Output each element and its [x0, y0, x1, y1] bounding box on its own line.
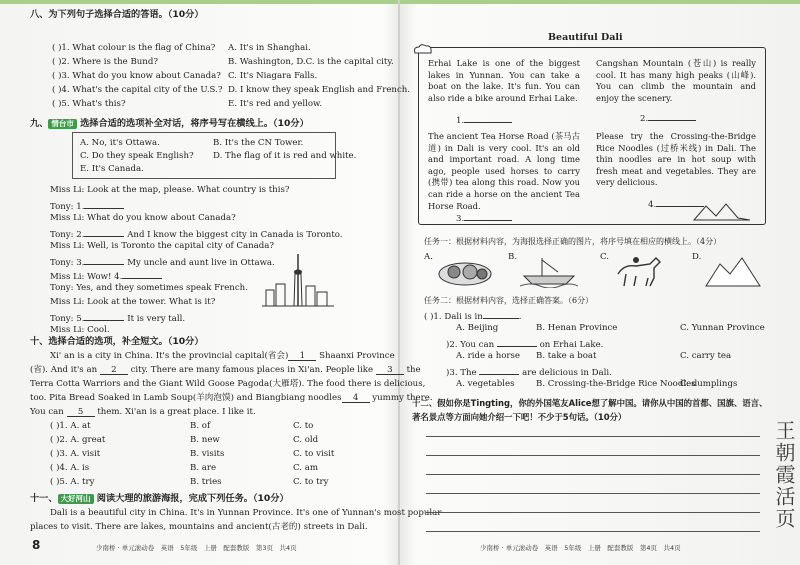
answer-blank[interactable]: 2 [100, 365, 128, 375]
sec10-q3-b: B. visits [190, 449, 225, 459]
writing-line[interactable] [426, 436, 760, 437]
sec10-q2-b: B. new [190, 435, 220, 445]
sec10-q3: ( )3. A. visit [50, 449, 101, 459]
sec9-opt-b: B. It's the CN Tower. [213, 138, 304, 148]
sec9-opt-d: D. The flag of it is red and white. [213, 151, 357, 161]
answer-blank[interactable]: 4 [342, 393, 370, 403]
answer-blank[interactable] [84, 227, 124, 237]
page-number-left: 8 [32, 538, 41, 552]
answer-blank[interactable]: 3 [376, 365, 404, 375]
sec8-b: B. Washington, D.C. is the capital city. [228, 57, 394, 67]
dialog-line-7: Miss Li: Wow! 4. [50, 269, 162, 283]
mc2-b: B. take a boat [536, 351, 597, 361]
sec8-q3: ( )3. What do you know about Canada? [52, 71, 221, 81]
dialog-line-4: Tony: 2. And I know the biggest city in Canada is Toronto. [50, 227, 343, 241]
mc2-stem: )2. You can on Erhai Lake. [446, 337, 603, 351]
cn-tower-illustration [262, 252, 334, 308]
blank-2: 2. [640, 111, 696, 125]
sec10-q1-c: C. to [293, 421, 314, 431]
task2-title: 任务二：根据材料内容，选择正确答案。（6分） [424, 296, 594, 305]
sec10-q4-c: C. am [293, 463, 319, 473]
footer-left: 少南桥 · 单元滚动卷 英语 5年级 上册 配套教版 第3页 共4页 [96, 544, 297, 552]
horse-picture [610, 252, 668, 288]
dialog-line-9: Miss Li: Look at the tower. What is it? [50, 297, 216, 307]
task1-title: 任务一：根据材料内容，为海报选择正确的图片，将序号填在相应的横线上。（4分） [424, 237, 722, 246]
answer-blank[interactable] [497, 337, 537, 347]
pic-label-d: D. [692, 252, 702, 262]
mc3-b: B. Crossing-the-Bridge Rice Noodles [536, 379, 696, 389]
sec12-line-1: 十二、假如你是Tingting，你的外国笔友Alice想了解中国。请你从中国的首都、国旗、语言、 [412, 398, 768, 408]
dialog-line-5: Miss Li: Well, is Toronto the capital city of Canada? [50, 241, 274, 251]
noodles-text: Please try the Crossing-the-Bridge Rice Noodles (过桥米线) in Dali. The thin noodles are in hot soup with fresh meat and vegetables. They are very delicious. [596, 131, 756, 188]
dialog-line-2: Tony: 1. [50, 199, 124, 213]
sec8-a: A. It's in Shanghai. [228, 43, 311, 53]
sec8-d: D. I know they speak English and French. [228, 85, 411, 95]
sec11-para-1: Dali is a beautiful city in China. It's in Yunnan Province. It's one of Yunnan's most popular [50, 508, 442, 518]
mc3-c: C. dumplings [680, 379, 738, 389]
writing-line[interactable] [426, 531, 760, 532]
noodles-picture [436, 252, 494, 288]
sec11-para-2: places to visit. There are lakes, mountains and ancient(古老的) streets in Dali. [30, 522, 368, 532]
sec10-line-4: too. Pita Bread Soaked in Lamb Soup(羊肉泡馍) and Biangbiang noodles 4 yummy there. [30, 393, 433, 403]
sec10-q3-c: C. to visit [293, 449, 335, 459]
sec10-q1-b: B. of [190, 421, 211, 431]
sec10-line-5: You can 5 them. Xi'an is a great place. I like it. [30, 407, 256, 417]
sec12-line-2: 著名景点等方面向她介绍一下吧！不少于5句话。（10分） [412, 412, 627, 422]
answer-blank[interactable] [84, 199, 124, 209]
boat-picture [520, 252, 578, 288]
pic-label-c: C. [600, 252, 610, 262]
writing-line[interactable] [426, 512, 760, 513]
mc1-c: C. Yunnan Province [680, 323, 765, 333]
dialog-line-6: Tony: 3. My uncle and aunt live in Ottawa. [50, 255, 275, 269]
sec11-tag: 大好河山 [58, 494, 94, 504]
footer-right: 少南桥 · 单元滚动卷 英语 5年级 上册 配套教版 第4页 共4页 [480, 544, 681, 552]
answer-blank[interactable] [648, 111, 696, 121]
sec10-line-2: (省). And it's an 2 city. There are many famous places in Xi'an. People like 3 the [30, 365, 421, 375]
mountain-picture [704, 252, 762, 288]
sec10-title: 十、选择合适的选项，补全短文。（10分） [30, 336, 204, 347]
mc1-stem: ( )1. Dali is in . [424, 309, 522, 323]
dialog-line-8: Tony: Yes, and they sometimes speak French. [50, 283, 248, 293]
mc2-a: A. ride a horse [456, 351, 521, 361]
blank-4: 4. [648, 197, 704, 211]
road-text: The ancient Tea Horse Road (茶马古道) in Dali is very cool. It's an old and important road. A long time ago, people used horses to carry (携带) tea along this road. Now you can ride a horse on the ancient Tea Horse Road. [428, 131, 580, 211]
blank-3: 3. [456, 211, 512, 225]
blank-1: 1. [456, 113, 512, 127]
sec10-q4-b: B. are [190, 463, 217, 473]
dialog-line-10: Tony: 5. It is very tall. [50, 311, 185, 325]
top-color-bar [0, 0, 800, 4]
sec10-q1: ( )1. A. at [50, 421, 91, 431]
sec8-q5: ( )5. What's this? [52, 99, 126, 109]
mc1-a: A. Beijing [456, 323, 499, 333]
writing-line[interactable] [426, 474, 760, 475]
sec9-tag: 情台市 [48, 119, 77, 129]
sec8-c: C. It's Niagara Falls. [228, 71, 318, 81]
mountain-sketch [692, 200, 752, 222]
sec9-opt-e: E. It's Canada. [80, 164, 144, 174]
sec8-e: E. It's red and yellow. [228, 99, 323, 109]
sec9-heading [30, 118, 309, 129]
answer-blank[interactable] [464, 211, 512, 221]
side-calligraphy: 王朝霞活页 [772, 420, 796, 530]
writing-line[interactable] [426, 455, 760, 456]
sec11-num: 十一、 [30, 493, 58, 504]
pic-label-b: B. [508, 252, 518, 262]
answer-blank[interactable] [464, 113, 512, 123]
answer-blank[interactable] [84, 255, 124, 265]
answer-blank[interactable] [84, 311, 124, 321]
dialog-line-11: Miss Li: Cool. [50, 325, 110, 335]
answer-blank[interactable]: 1 [288, 351, 316, 361]
sec9-opt-c: C. Do they speak English? [80, 151, 194, 161]
sec10-q2-c: C. old [293, 435, 319, 445]
sec8-q4: ( )4. What's the capital city of the U.S.? [52, 85, 223, 95]
answer-blank[interactable] [479, 365, 519, 375]
sec9-num: 九、 [30, 118, 49, 129]
sec10-q5-b: B. tries [190, 477, 222, 487]
sec9-opt-a: A. No, it's Ottawa. [80, 138, 160, 148]
sec11-heading [30, 493, 289, 504]
sec10-line-1: Xi' an is a city in China. It's the provincial capital(省会) 1 Shaanxi Province [50, 351, 395, 361]
cangshan-text: Cangshan Mountain (苍山) is really cool. It has many high peaks (山峰). You can climb the mountain and enjoy the scenery. [596, 58, 756, 103]
sec10-line-3: Terra Cotta Warriors and the Giant Wild Goose Pagoda(大雁塔). The food there is delicious, [30, 379, 426, 389]
writing-line[interactable] [426, 493, 760, 494]
sec8-title: 八、为下列句子选择合适的答语。（10分） [30, 9, 204, 20]
dialog-line-1: Miss Li: Look at the map, please. What country is this? [50, 185, 290, 195]
answer-blank[interactable] [122, 269, 162, 279]
cloud-icon [412, 42, 434, 56]
erhai-text: Erhai Lake is one of the biggest lakes in Yunnan. You can take a boat on the lake. It's fun. You can also ride a bike around Erhai Lake. [428, 58, 580, 103]
mc2-c: C. carry tea [680, 351, 732, 361]
sec8-q2: ( )2. Where is the Bund? [52, 57, 158, 67]
sec11-title: 阅读大理的旅游海报，完成下列任务。（10分） [96, 493, 289, 504]
pic-label-a: A. [424, 252, 433, 262]
sec9-title: 选择合适的选项补全对话，将序号写在横线上。（10分） [80, 118, 309, 129]
answer-blank[interactable] [483, 309, 519, 319]
poster-title: Beautiful Dali [548, 32, 623, 43]
sec10-q4: ( )4. A. is [50, 463, 90, 473]
sec10-q5: ( )5. A. try [50, 477, 95, 487]
mc3-a: A. vegetables [456, 379, 515, 389]
dialog-line-3: Miss Li: What do you know about Canada? [50, 213, 236, 223]
sec8-q1: ( )1. What colour is the flag of China? [52, 43, 216, 53]
sec10-q2: ( )2. A. great [50, 435, 106, 445]
answer-blank[interactable]: 5 [67, 407, 95, 417]
mc3-stem: )3. The are delicious in Dali. [446, 365, 612, 379]
sec10-q5-c: C. to try [293, 477, 329, 487]
mc1-b: B. Henan Province [536, 323, 618, 333]
